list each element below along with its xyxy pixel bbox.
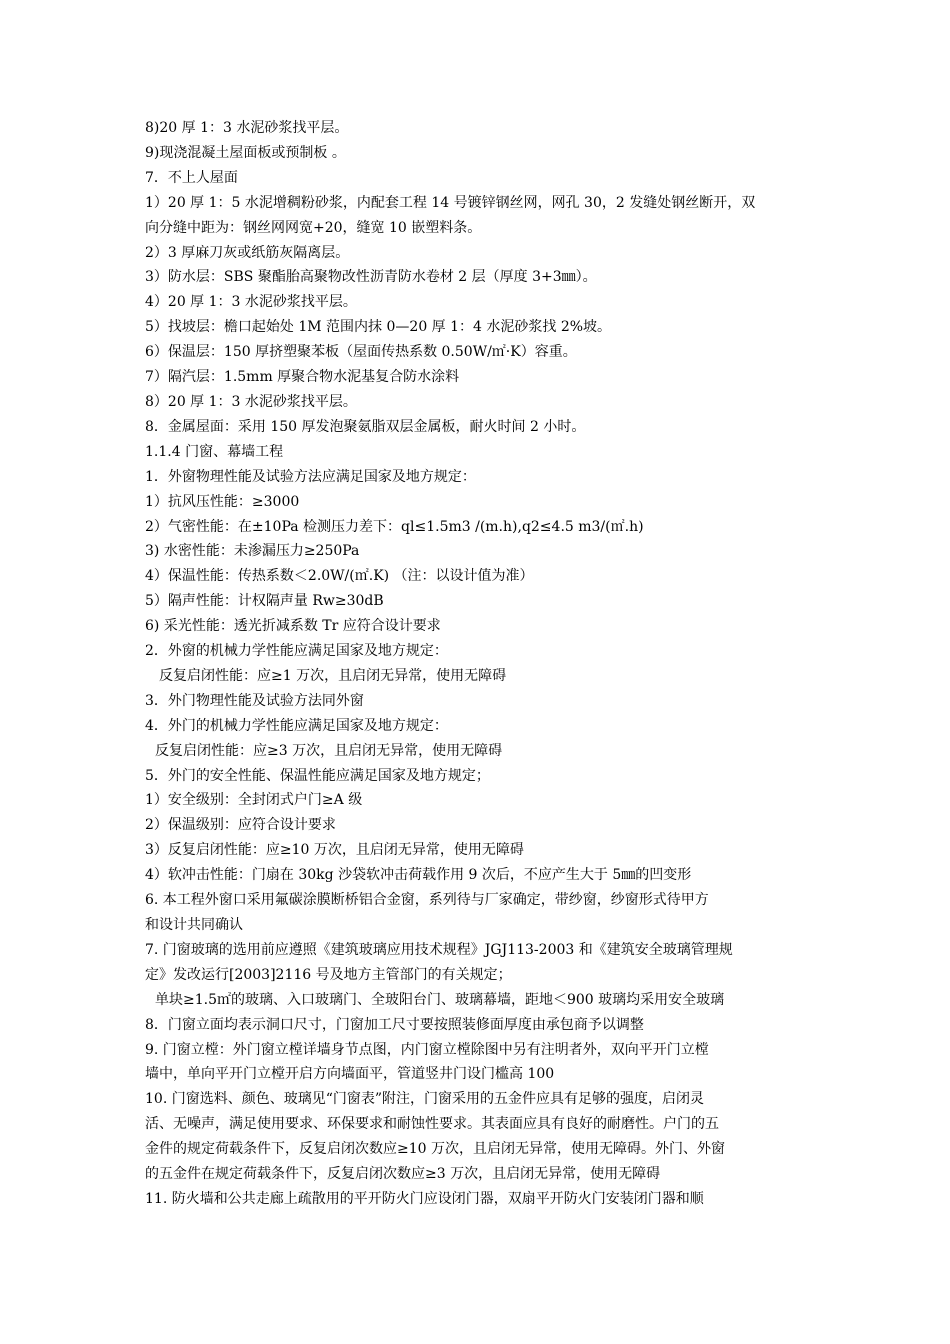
text-line: 1.1.4 门窗、幕墙工程 — [145, 443, 284, 460]
text-line: 金件的规定荷载条件下，反复启闭次数应≥10 万次，且启闭无异常，使用无障碍。外门、外窗 — [145, 1141, 725, 1158]
text-line: 4）软冲击性能：门扇在 30kg 沙袋软冲击荷载作用 9 次后，不应产生大于 5㎜的凹变形 — [145, 867, 692, 884]
text-line: 7. 门窗玻璃的选用前应遵照《建筑玻璃应用技术规程》JGJ113-2003 和《建筑安全玻璃管理规 — [145, 941, 733, 958]
text-line: 11. 防火墙和公共走廊上疏散用的平开防火门应设闭门器，双扇平开防火门安装闭门器和顺 — [145, 1190, 704, 1207]
text-line: 5）找坡层：檐口起始处 1M 范围内抹 0—20 厚 1：4 水泥砂浆找 2%坡。 — [145, 319, 612, 336]
text-line: 向分缝中距为：钢丝网网宽+20，缝宽 10 嵌塑料条。 — [145, 219, 482, 236]
text-line: 2）气密性能：在±10Pa 检测压力差下：ql≤1.5m3 /(m.h),q2≤4.5 m3/(㎡.h) — [145, 518, 644, 535]
text-line: 1）安全级别：全封闭式户门≥A 级 — [145, 792, 363, 809]
text-line: 反复启闭性能：应≥1 万次，且启闭无异常，使用无障碍 — [159, 667, 507, 684]
text-line: 2．外窗的机械力学性能应满足国家及地方规定： — [145, 643, 448, 660]
text-line: 3）防水层：SBS 聚酯胎高聚物改性沥青防水卷材 2 层（厚度 3+3㎜）。 — [145, 269, 597, 286]
text-line: 墙中，单向平开门立樘开启方向墙面平，管道竖井门设门槛高 100 — [145, 1066, 555, 1083]
text-line: 4）保温性能：传热系数＜2.0W/(㎡.K) （注：以设计值为准） — [145, 568, 534, 585]
text-line: 8．金属屋面：采用 150 厚发泡聚氨脂双层金属板，耐火时间 2 小时。 — [145, 418, 586, 435]
text-line: 9)现浇混凝土屋面板或预制板 。 — [145, 144, 346, 161]
text-line: 10. 门窗选料、颜色、玻璃见“门窗表”附注，门窗采用的五金件应具有足够的强度，启闭灵 — [145, 1091, 705, 1108]
text-line: 8)20 厚 1：3 水泥砂浆找平层。 — [145, 120, 349, 136]
text-line: 1）20 厚 1：5 水泥增稠粉砂浆，内配套工程 14 号镀锌钢丝网，网孔 30，2 发缝处钢丝断开，双 — [145, 194, 756, 211]
text-line: 1）抗风压性能：≥3000 — [145, 493, 300, 510]
document-page — [145, 116, 810, 1212]
text-line: 定》发改运行[2003]2116 号及地方主管部门的有关规定； — [145, 966, 512, 983]
text-line: 活、无噪声，满足使用要求、环保要求和耐蚀性要求。其表面应具有良好的耐磨性。户门的五 — [145, 1116, 719, 1133]
text-line: 6）保温层：150 厚挤塑聚苯板（屋面传热系数 0.50W/㎡·K）容重。 — [145, 344, 577, 361]
text-line: 2）3 厚麻刀灰或纸筋灰隔离层。 — [145, 244, 350, 261]
text-line: 7）隔汽层：1.5mm 厚聚合物水泥基复合防水涂料 — [145, 369, 460, 386]
text-line: 6. 本工程外窗口采用氟碳涂膜断桥铝合金窗，系列待与厂家确定，带纱窗，纱窗形式待甲方 — [145, 892, 709, 909]
text-line: 反复启闭性能：应≥3 万次，且启闭无异常，使用无障碍 — [155, 742, 503, 759]
text-line: 6) 采光性能：透光折减系数 Tr 应符合设计要求 — [145, 618, 441, 635]
text-line: 8）20 厚 1：3 水泥砂浆找平层。 — [145, 393, 357, 410]
text-line: 和设计共同确认 — [145, 917, 243, 933]
text-line: 7．不上人屋面 — [145, 169, 238, 186]
text-line: 4．外门的机械力学性能应满足国家及地方规定： — [145, 717, 448, 734]
text-line: 3．外门物理性能及试验方法同外窗 — [145, 692, 364, 709]
text-line: 2）保温级别：应符合设计要求 — [145, 817, 336, 834]
text-line: 5）隔声性能：计权隔声量 Rw≥30dB — [145, 593, 384, 610]
text-line: 8．门窗立面均表示洞口尺寸，门窗加工尺寸要按照装修面厚度由承包商予以调整 — [145, 1016, 644, 1033]
text-line: 单块≥1.5㎡的玻璃、入口玻璃门、全玻阳台门、玻璃幕墙，距地＜900 玻璃均采用安全玻璃 — [155, 991, 725, 1008]
text-line: 3）反复启闭性能：应≥10 万次，且启闭无异常，使用无障碍 — [145, 842, 524, 859]
text-line: 3) 水密性能：未渗漏压力≥250Pa — [145, 543, 360, 560]
text-line: 5．外门的安全性能、保温性能应满足国家及地方规定； — [145, 767, 490, 784]
text-line: 4）20 厚 1：3 水泥砂浆找平层。 — [145, 294, 357, 311]
text-line: 1．外窗物理性能及试验方法应满足国家及地方规定： — [145, 468, 476, 485]
text-line: 9. 门窗立樘：外门窗立樘详墙身节点图，内门窗立樘除图中另有注明者外，双向平开门立樘 — [145, 1041, 709, 1058]
text-line: 的五金件在规定荷载条件下，反复启闭次数应≥3 万次，且启闭无异常，使用无障碍 — [145, 1166, 661, 1183]
